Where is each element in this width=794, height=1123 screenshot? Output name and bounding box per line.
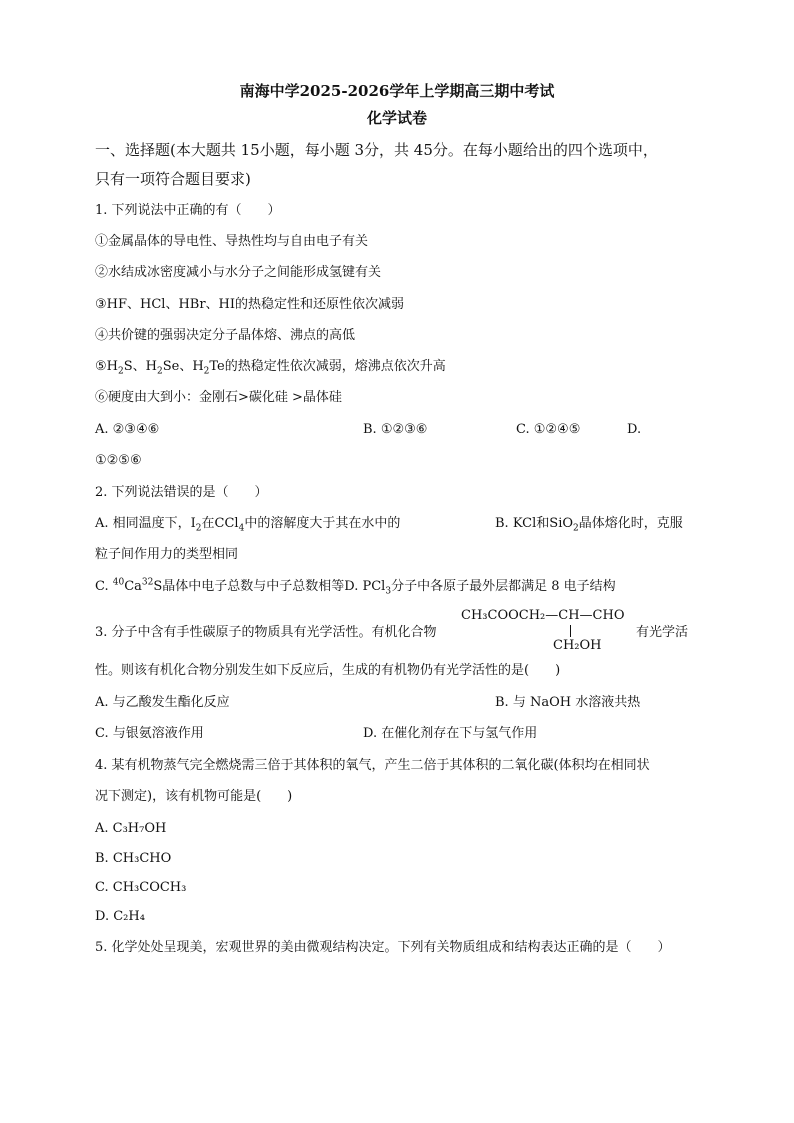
exam-title: 南海中学2025-2026学年上学期高三期中考试 [239, 82, 555, 100]
q4-option-c: C. CH₃COCH₃ [95, 880, 187, 895]
section-heading-line2: 只有一项符合题目要求) [95, 170, 251, 188]
q2-option-b: B. KCl和SiO$_2$晶体熔化时，克服 [495, 516, 683, 534]
q3-option-a: A. 与乙酸发生酯化反应 [95, 695, 230, 710]
q1-statement-1: ①金属晶体的导电性、导热性均与自由电子有关 [95, 234, 369, 249]
structure-branch: CH₂OH [553, 638, 602, 653]
q4-option-d: D. C₂H₄ [95, 909, 145, 924]
q1-option-d-label: D. [627, 422, 642, 437]
q1-statement-3: ③HF、HCl、HBr、HI的热稳定性和还原性依次减弱 [95, 297, 405, 312]
structure-bond-line [570, 625, 571, 637]
q1-option-b: B. ①②③⑥ [363, 422, 428, 437]
q3-option-d: D. 在催化剂存在下与氢气作用 [363, 726, 538, 741]
q3-stem-line2: 性。则该有机化合物分别发生如下反应后，生成的有机物仍有光学活性的是( ) [95, 663, 561, 678]
q3-stem: 3. 分子中含有手性碳原子的物质具有光学活性。有机化合物 [95, 625, 437, 640]
q3-stem-tail: 有光学活 [636, 625, 689, 640]
q1-statement-5: $⑤H_2S$、$H_2Se$、$H_2Te$的热稳定性依次减弱，熔沸点依次升高 [95, 359, 446, 377]
q1-option-d-value: ①②⑤⑥ [95, 453, 142, 468]
q1-stem: 1. 下列说法中正确的有（ ） [95, 203, 281, 218]
q2-option-a: A. 相同温度下，$I_2$在CCl$_4$中的溶解度大于其在水中的 [95, 516, 401, 534]
q1-option-c: C. ①②④⑤ [516, 422, 581, 437]
q4-option-a: A. C₃H₇OH [95, 821, 167, 836]
q2-option-b-continued: 粒子间作用力的类型相同 [95, 547, 239, 562]
q5-stem: 5. 化学处处呈现美，宏观世界的美由微观结构决定。下列有关物质组成和结构表达正确的是（ ） [95, 940, 671, 955]
q4-stem-line1: 4. 某有机物蒸气完全燃烧需三倍于其体积的氧气，产生二倍于其体积的二氧化碳(体积均在相同状 [95, 758, 650, 773]
q4-stem-line2: 况下测定)，该有机物可能是( ) [95, 789, 293, 804]
q4-option-b: B. CH₃CHO [95, 851, 172, 866]
section-heading-line1: 一、选择题(本大题共 15小题，每小题 3分，共 45分。在每小题给出的四个选项中， [95, 141, 658, 159]
q3-option-c: C. 与银氨溶液作用 [95, 726, 204, 741]
q1-statement-4: ④共价键的强弱决定分子晶体熔、沸点的高低 [95, 328, 356, 343]
q1-option-a: A. ②③④⑥ [95, 422, 160, 437]
exam-subtitle: 化学试卷 [366, 109, 427, 127]
q1-statement-6: ⑥硬度由大到小：金刚石>碳化硅 >晶体硅 [95, 390, 342, 405]
q2-stem: 2. 下列说法错误的是（ ） [95, 485, 268, 500]
q3-structural-formula [461, 608, 636, 656]
structure-main-chain: CH₃COOCH₂—CH—CHO [461, 608, 625, 623]
q3-option-b: B. 与 NaOH 水溶液共热 [495, 695, 641, 710]
q2-option-c-and-d: C. $^{40}$Ca$^{32}$S晶体中电子总数与中子总数相等D. PCl$_3$分子中各原子最外层都满足 8 电子结构 [95, 577, 616, 597]
q1-statement-2: ②水结成冰密度减小与水分子之间能形成氢键有关 [95, 265, 382, 280]
